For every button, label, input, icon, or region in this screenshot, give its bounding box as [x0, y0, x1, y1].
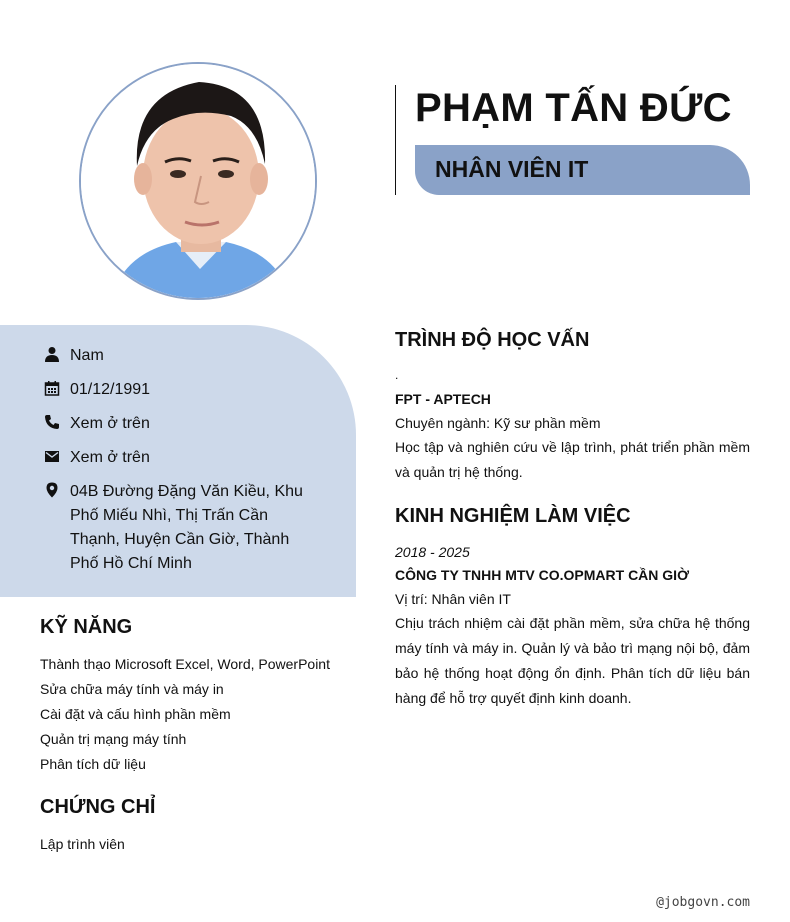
phone-icon: [44, 414, 60, 430]
education-description: Học tập và nghiên cứu về lập trình, phát triển phần mềm và quản trị hệ thống.: [395, 439, 750, 480]
birthdate-text: 01/12/1991: [70, 381, 151, 398]
contact-address: [44, 480, 310, 576]
certificates-heading: CHỨNG CHỈ: [40, 796, 156, 818]
email-text: Xem ở trên: [70, 449, 150, 466]
experience-position: Vị trí: Nhân viên IT: [395, 591, 511, 607]
job-title: NHÂN VIÊN IT: [435, 156, 589, 182]
calendar-icon: [44, 380, 60, 396]
experience-period: 2018 - 2025: [395, 544, 470, 560]
education-period: .: [395, 368, 399, 382]
full-name: PHẠM TẤN ĐỨC: [415, 86, 732, 130]
contact-birthdate: [44, 378, 150, 402]
skill-item: Quản trị mạng máy tính: [40, 731, 187, 747]
skill-item: Thành thạo Microsoft Excel, Word, PowerPoint: [40, 656, 330, 672]
education-school: FPT - APTECH: [395, 391, 491, 407]
skill-item: Cài đặt và cấu hình phần mềm: [40, 706, 231, 722]
address-text: 04B Đường Đặng Văn Kiều, Khu Phố Miếu Nhì, Thị Trấn Cần Thạnh, Huyện Cần Giờ, Thành Phố Hồ Chí Minh: [70, 483, 303, 572]
header-divider: [395, 85, 396, 195]
contact-phone: [44, 412, 150, 436]
job-title-banner: [415, 145, 750, 195]
education-heading: TRÌNH ĐỘ HỌC VẤN: [395, 329, 590, 351]
skill-item: Phân tích dữ liệu: [40, 756, 146, 772]
certificate-item: Lập trình viên: [40, 836, 125, 852]
profile-photo-illustration: [81, 64, 317, 300]
profile-photo: [79, 62, 317, 300]
skills-heading: KỸ NĂNG: [40, 616, 133, 638]
person-icon: [44, 346, 60, 362]
education-major: Chuyên ngành: Kỹ sư phần mềm: [395, 415, 601, 431]
contact-email: [44, 446, 150, 470]
experience-description: Chịu trách nhiệm cài đặt phần mềm, sửa chữa hệ thống máy tính và máy in. Quản lý và bảo trì mạng nội bộ, đảm bảo hệ thống hoạt động ổn định. Phân tích dữ liệu bán hàng để hỗ trợ quyết định kinh doanh.: [395, 615, 750, 706]
phone-text: Xem ở trên: [70, 415, 150, 432]
skill-item: Sửa chữa máy tính và máy in: [40, 681, 224, 697]
location-pin-icon: [44, 482, 60, 498]
gender-text: Nam: [70, 347, 104, 364]
mail-icon: [44, 448, 60, 464]
footer-watermark: @jobgovn.com: [656, 895, 750, 910]
experience-heading: KINH NGHIỆM LÀM VIỆC: [395, 505, 631, 527]
experience-company: CÔNG TY TNHH MTV CO.OPMART CẦN GIỜ: [395, 567, 690, 583]
contact-gender: [44, 344, 104, 368]
